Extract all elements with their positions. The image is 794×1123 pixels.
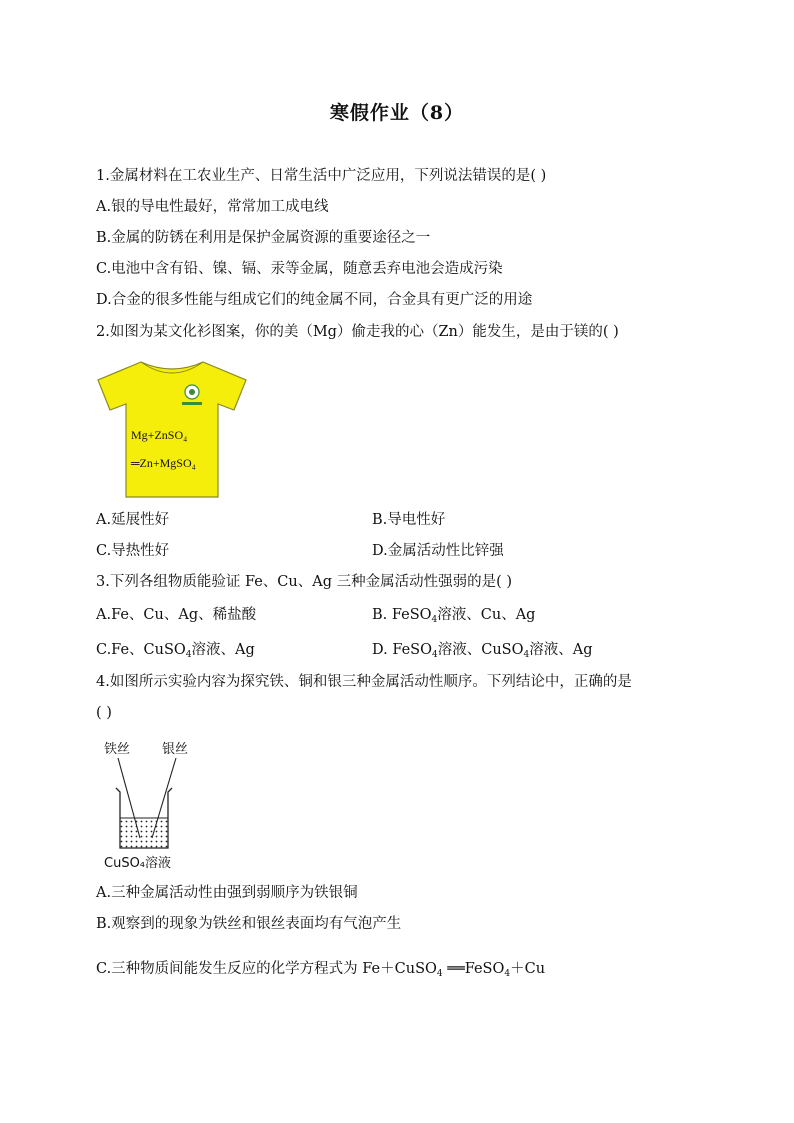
q2-stem: 2.如图为某文化衫图案，你的美（Mg）偷走我的心（Zn）能发生，是由于镁的( ) — [96, 324, 619, 340]
q3-option-c: C.Fe、CuSO$_4$溶液、Ag — [96, 642, 255, 660]
solution-label: CuSO₄溶液 — [104, 856, 172, 871]
q2-option-c: C.导热性好 — [96, 543, 170, 559]
t-shirt-image — [96, 358, 248, 500]
q4-option-c: C.三种物质间能发生反应的化学方程式为 Fe＋CuSO$_4$ ══FeSO$_4$＋Cu — [96, 961, 546, 979]
q4-option-b: B.观察到的现象为铁丝和银丝表面均有气泡产生 — [96, 916, 402, 932]
q1-option-a: A.银的导电性最好，常常加工成电线 — [96, 199, 329, 215]
beaker-icon — [100, 740, 210, 870]
q2-option-d: D.金属活动性比锌强 — [372, 543, 504, 559]
q1-stem: 1.金属材料在工农业生产、日常生活中广泛应用，下列说法错误的是( ) — [96, 168, 547, 184]
q2-option-a: A.延展性好 — [96, 512, 170, 528]
shirt-equation-line2: ═Zn+MgSO₄ — [131, 456, 196, 470]
q2-option-b: B.导电性好 — [372, 512, 446, 528]
q3-option-a: A.Fe、Cu、Ag、稀盐酸 — [96, 607, 257, 623]
beaker-diagram — [100, 740, 210, 870]
q4-stem-continued: ( ) — [96, 705, 112, 721]
iron-wire-label: 铁丝 — [104, 742, 131, 757]
q4-option-a: A.三种金属活动性由强到弱顺序为铁银铜 — [96, 885, 358, 901]
q4-stem: 4.如图所示实验内容为探究铁、铜和银三种金属活动性顺序。下列结论中，正确的是 — [96, 674, 632, 690]
q1-option-d: D.合金的很多性能与组成它们的纯金属不同，合金具有更广泛的用途 — [96, 292, 533, 308]
q1-option-c: C.电池中含有铅、镍、镉、汞等金属，随意丢弃电池会造成污染 — [96, 261, 503, 277]
shirt-equation-line1: Mg+ZnSO₄ — [131, 428, 188, 442]
q3-option-b: B. FeSO$_4$溶液、Cu、Ag — [372, 607, 536, 625]
q3-stem: 3.下列各组物质能验证 Fe、Cu、Ag 三种金属活动性强弱的是( ) — [96, 574, 513, 590]
silver-wire-label: 银丝 — [162, 742, 189, 757]
q3-option-d: D. FeSO$_4$溶液、CuSO$_4$溶液、Ag — [372, 642, 593, 660]
q1-option-b: B.金属的防锈在利用是保护金属资源的重要途径之一 — [96, 230, 431, 246]
page-title: 寒假作业（8） — [329, 102, 465, 124]
